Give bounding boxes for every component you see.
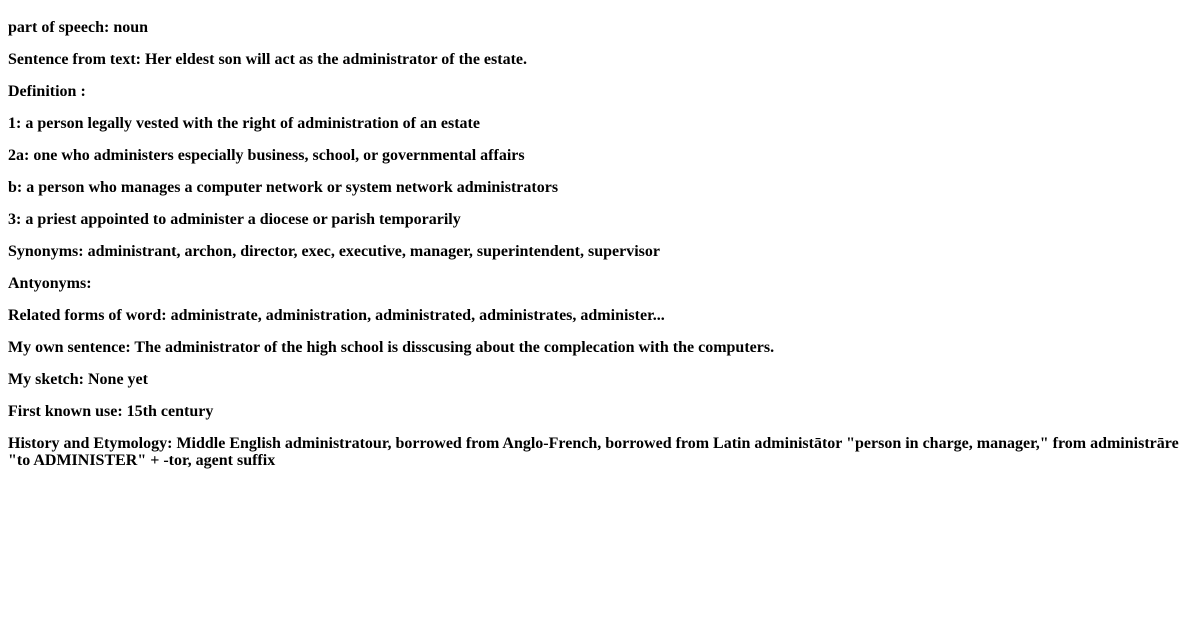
antonyms: Antyonyms: [8,275,92,292]
definition-2b: b: a person who manages a computer network or system network administrators [8,179,559,196]
sentence-from-text: Sentence from text: Her eldest son will act as the administrator of the estate. [8,51,527,68]
sketch: My sketch: None yet [8,371,148,388]
definition-3: 3: a priest appointed to administer a diocese or parish temporarily [8,211,461,228]
part-of-speech: part of speech: noun [8,19,149,36]
definition-2a: 2a: one who administers especially business, school, or governmental affairs [8,147,525,164]
definition-1: 1: a person legally vested with the right of administration of an estate [8,115,480,132]
related-forms: Related forms of word: administrate, administration, administrated, administrates, administer... [8,307,665,324]
definition-heading: Definition : [8,83,86,100]
etymology: History and Etymology: Middle English administratour, borrowed from Anglo-French, borrowed from Latin administātor "person in charge, manager," from administrāre "to ADMINISTER" + -tor, agent suffix [8,435,1179,469]
first-known-use: First known use: 15th century [8,403,214,420]
synonyms: Synonyms: administrant, archon, director, exec, executive, manager, superintendent, supervisor [8,243,660,260]
own-sentence: My own sentence: The administrator of the high school is disscusing about the complecation with the computers. [8,339,775,356]
